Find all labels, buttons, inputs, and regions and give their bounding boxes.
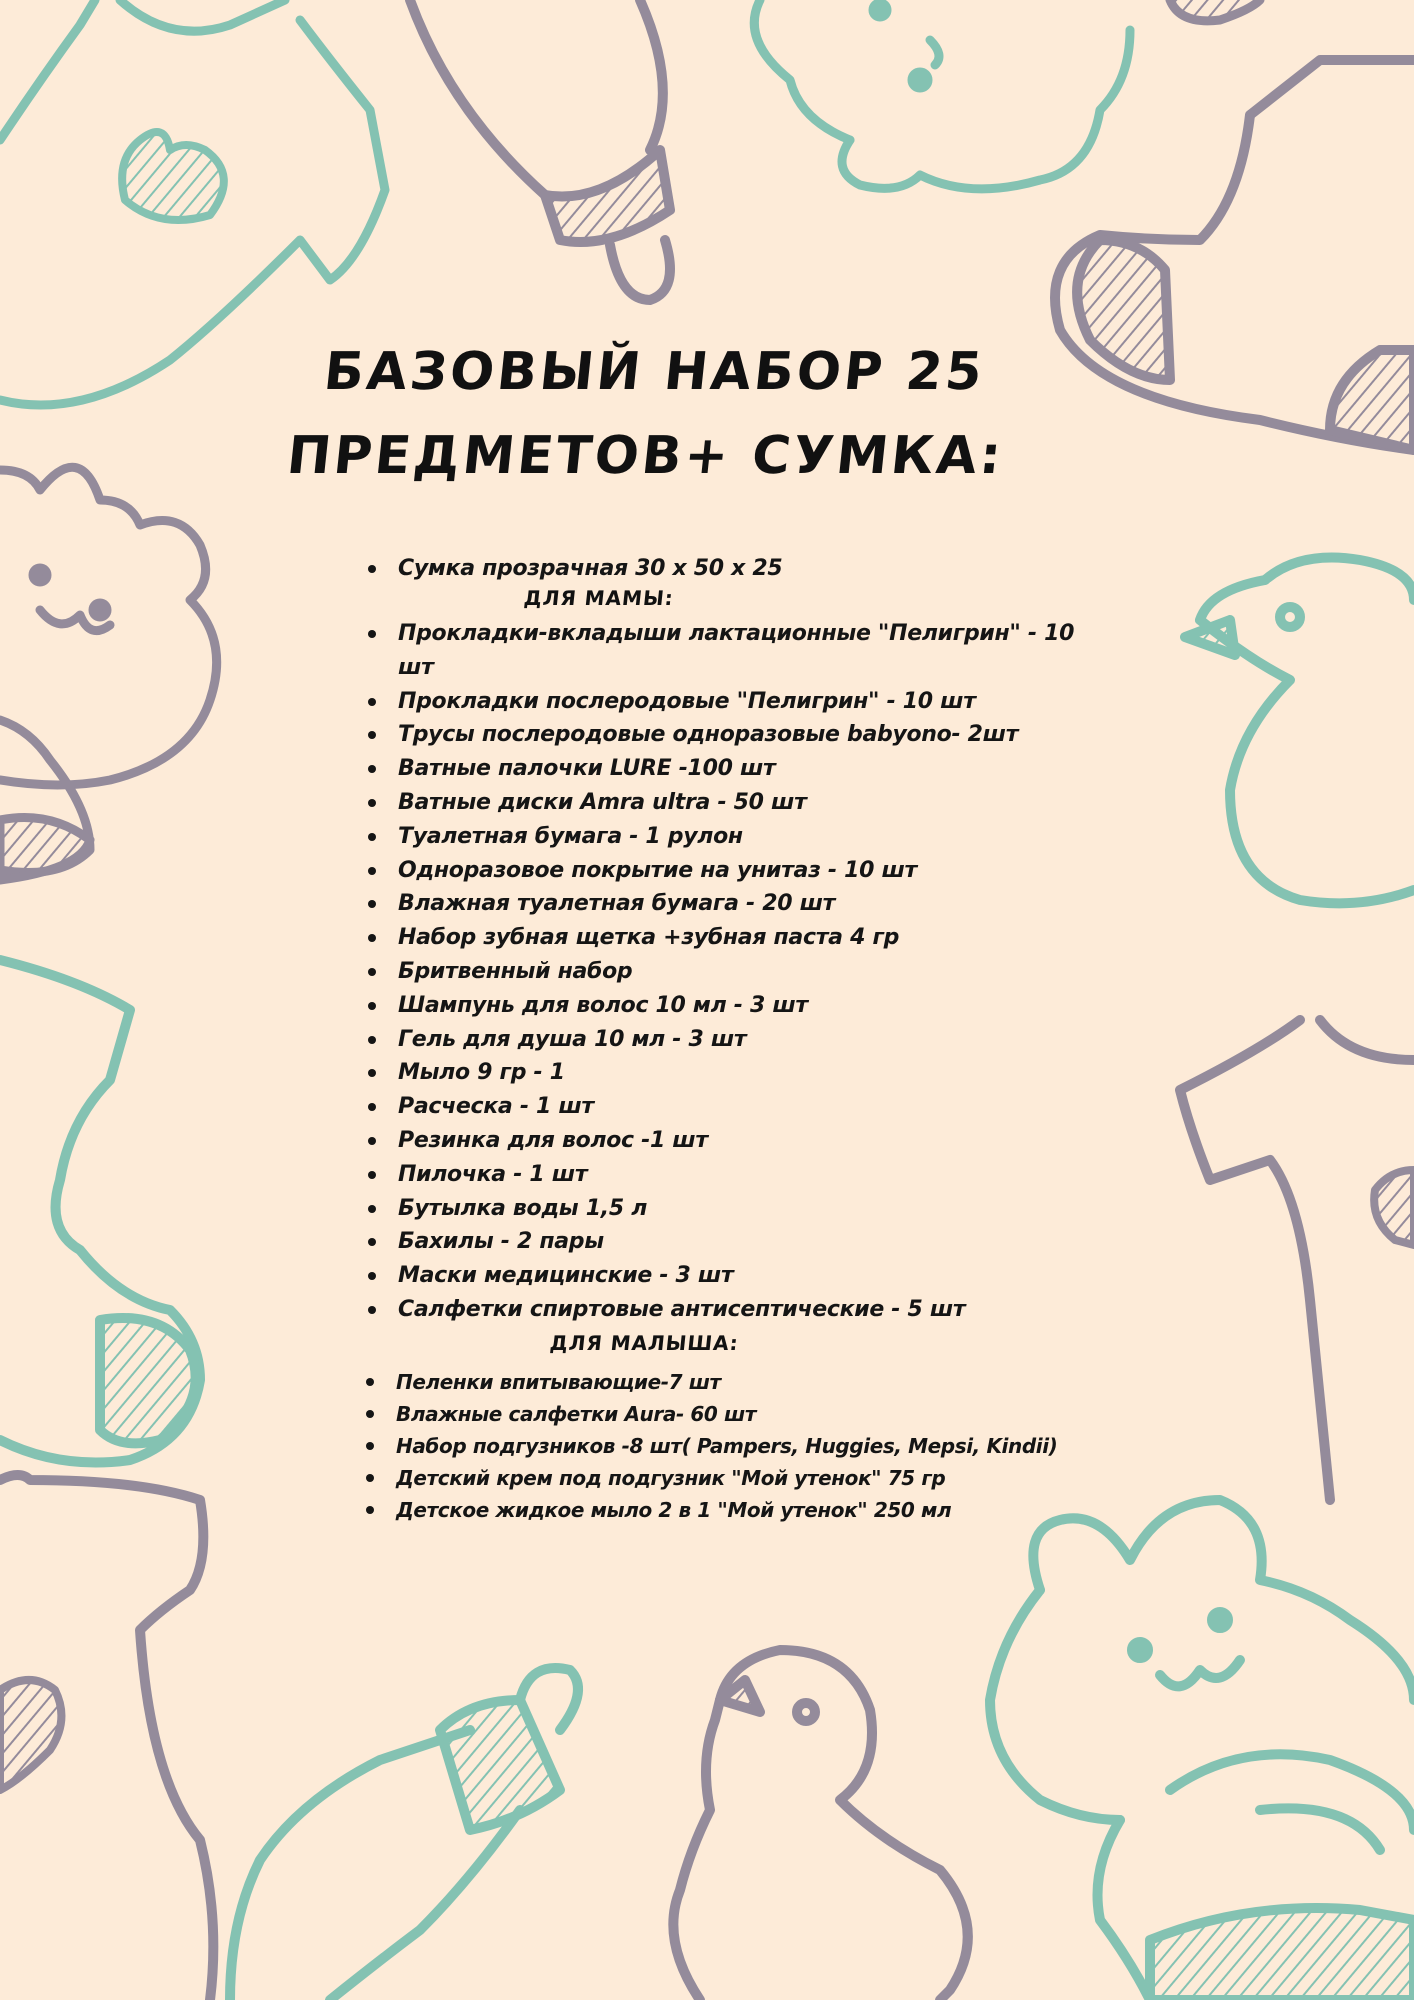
list-item: Пилочка - 1 шт bbox=[364, 1158, 1084, 1192]
heart-icon bbox=[1170, 0, 1260, 21]
page-title-line-2: ПРЕДМЕТОВ+ СУМКА: bbox=[284, 426, 1007, 486]
rubber-duck-icon bbox=[673, 1650, 967, 2000]
list-item: Гель для душа 10 мл - 3 шт bbox=[364, 1023, 1084, 1057]
list-item: Бритвенный набор bbox=[364, 955, 1084, 989]
list-item: Шампунь для волос 10 мл - 3 шт bbox=[364, 989, 1084, 1023]
list-item: Ватные палочки LURE -100 шт bbox=[364, 752, 1084, 786]
list-item: Салфетки спиртовые антисептические - 5 шт bbox=[364, 1293, 1084, 1327]
list-item: Бутылка воды 1,5 л bbox=[364, 1192, 1084, 1226]
mom-item-list bbox=[364, 617, 1084, 1327]
list-item: Туалетная бумага - 1 рулон bbox=[364, 820, 1084, 854]
list-item: Влажные салфетки Aura- 60 шт bbox=[362, 1398, 1122, 1430]
teddy-bear-icon bbox=[754, 0, 1130, 189]
rubber-duck-icon bbox=[1185, 558, 1414, 904]
baby-item-list bbox=[362, 1366, 1122, 1526]
list-item: Детский крем под подгузник "Мой утенок" 75 гр bbox=[362, 1462, 1122, 1494]
teddy-bear-icon bbox=[990, 1500, 1414, 2000]
list-item: Резинка для волос -1 шт bbox=[364, 1124, 1084, 1158]
section-heading-mom: ДЛЯ МАМЫ: bbox=[522, 586, 676, 610]
list-item: Сумка прозрачная 30 х 50 х 25 bbox=[364, 552, 782, 586]
list-item: Трусы послеродовые одноразовые babyono- 2шт bbox=[364, 718, 1084, 752]
list-item: Набор зубная щетка +зубная паста 4 гр bbox=[364, 921, 1084, 955]
baby-bottle-icon bbox=[230, 1668, 578, 2000]
bodysuit-icon bbox=[1180, 1020, 1414, 1500]
list-item: Пеленки впитывающие-7 шт bbox=[362, 1366, 1122, 1398]
bodysuit-icon bbox=[0, 960, 200, 1463]
list-item: Мыло 9 гр - 1 bbox=[364, 1056, 1084, 1090]
list-item: Прокладки послеродовые "Пелигрин" - 10 шт bbox=[364, 685, 1084, 719]
section-heading-baby: ДЛЯ МАЛЫША: bbox=[548, 1331, 740, 1355]
list-item: Одноразовое покрытие на унитаз - 10 шт bbox=[364, 854, 1084, 888]
sock-icon bbox=[1055, 60, 1414, 450]
bag-item-list bbox=[364, 552, 782, 586]
baby-bottle-icon bbox=[410, 0, 670, 300]
teddy-bear-icon bbox=[0, 467, 217, 880]
page-title bbox=[271, 330, 1029, 498]
heart-icon bbox=[0, 1680, 61, 1790]
page-title-line-1: БАЗОВЫЙ НАБОР 25 bbox=[321, 342, 988, 402]
heart-icon bbox=[122, 132, 224, 220]
list-item: Расческа - 1 шт bbox=[364, 1090, 1084, 1124]
list-item: Детское жидкое мыло 2 в 1 "Мой утенок" 250 мл bbox=[362, 1494, 1122, 1526]
list-item: Ватные диски Amra ultra - 50 шт bbox=[364, 786, 1084, 820]
heart-icon bbox=[1374, 1170, 1414, 1245]
list-item: Маски медицинские - 3 шт bbox=[364, 1259, 1084, 1293]
list-item: Влажная туалетная бумага - 20 шт bbox=[364, 887, 1084, 921]
list-item: Набор подгузников -8 шт( Pampers, Huggies, Mepsi, Kindii) bbox=[362, 1430, 1122, 1462]
list-item: Бахилы - 2 пары bbox=[364, 1225, 1084, 1259]
list-item: Прокладки-вкладыши лактационные "Пелигрин" - 10 шт bbox=[364, 617, 1084, 685]
